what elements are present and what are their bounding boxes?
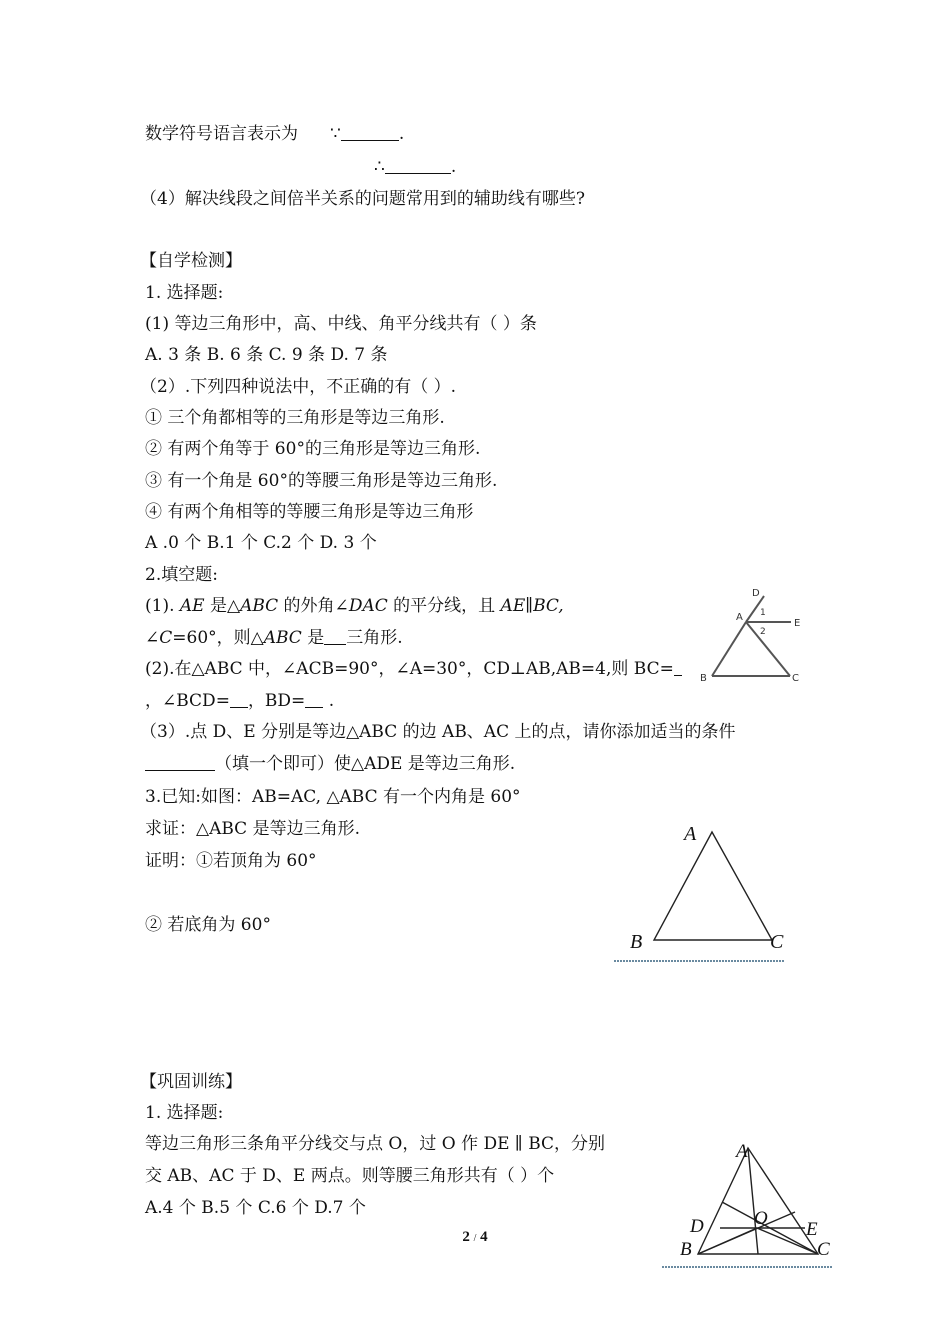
label-1: 1 xyxy=(760,608,766,618)
q2-head: 2.填空题: xyxy=(145,565,218,585)
q2-3-line2: （填一个即可）使△ADE 是等边三角形. xyxy=(145,753,515,775)
figure-exterior-angle xyxy=(696,584,808,688)
label-B: B xyxy=(630,931,643,953)
gonggu-line2: 交 AB、AC 于 D、E 两点。则等腰三角形共有（ ）个 xyxy=(145,1166,555,1186)
label-E: E xyxy=(794,618,801,629)
q2-2-line2: ，∠BCD= ，BD= . xyxy=(145,691,335,711)
label-C: C xyxy=(770,931,784,953)
label-A: A xyxy=(736,1141,748,1162)
gonggu-q1-head: 1. 选择题: xyxy=(145,1103,224,1123)
triangle-abc xyxy=(654,832,772,940)
line-therefore: ∴ . xyxy=(374,157,457,177)
label-A: A xyxy=(736,612,743,623)
q1-1: (1) 等边三角形中，高、中线、角平分线共有（ ）条 xyxy=(145,314,537,334)
statement-1: ① 三个角都相等的三角形是等边三角形. xyxy=(145,408,445,428)
q2-3-line1: （3）.点 D、E 分别是等边△ABC 的边 AB、AC 上的点，请你添加适当的条件 xyxy=(140,722,736,742)
q3-proof-1: 证明：①若顶角为 60° xyxy=(145,851,317,871)
label-2: 2 xyxy=(760,627,766,637)
gonggu-options: A.4 个 B.5 个 C.6 个 D.7 个 xyxy=(145,1198,366,1218)
page-number: 2 / 4 xyxy=(462,1229,488,1245)
label-C: C xyxy=(817,1239,830,1260)
q1-head: 1. 选择题: xyxy=(145,283,224,303)
q3-proof-2: ② 若底角为 60° xyxy=(145,915,271,935)
q2-1-line2: ∠C=60°，则△ABC 是 三角形. xyxy=(145,628,403,648)
statement-2: ② 有两个角等于 60°的三角形是等边三角形. xyxy=(145,439,481,459)
gonggu-line1: 等边三角形三条角平分线交与点 O，过 O 作 DE ∥ BC，分别 xyxy=(145,1134,606,1154)
q3-line2: 求证：△ABC 是等边三角形. xyxy=(145,819,360,839)
question-4: （4）解决线段之间倍半关系的问题常用到的辅助线有哪些? xyxy=(140,189,585,209)
label-B: B xyxy=(700,673,707,684)
statement-4: ④ 有两个角相等的等腰三角形是等边三角形 xyxy=(145,502,474,522)
label-C: C xyxy=(792,673,799,684)
q2-2-line1: (2).在△ABC 中，∠ACB=90°，∠A=30°，CD⊥AB,AB=4,则 BC= xyxy=(145,658,682,680)
side-AC xyxy=(746,622,790,676)
section-title-gonggu: 【巩固训练】 xyxy=(140,1072,242,1092)
q1-1-options: A. 3 条 B. 6 条 C. 9 条 D. 7 条 xyxy=(145,345,388,365)
label-A: A xyxy=(684,823,697,845)
label-D: D xyxy=(690,1216,704,1237)
figure-triangle-abc xyxy=(612,818,792,964)
section-title-zixue: 【自学检测】 xyxy=(140,251,242,271)
figure-equilateral-bisectors xyxy=(660,1140,836,1270)
q3-line1: 3.已知:如图：AB=AC, △ABC 有一个内角是 60° xyxy=(145,787,521,807)
side-AB xyxy=(712,622,746,676)
label-B: B xyxy=(680,1239,692,1260)
label-O: O xyxy=(754,1208,768,1229)
q1-2-options: A .0 个 B.1 个 C.2 个 D. 3 个 xyxy=(145,533,377,553)
statement-3: ③ 有一个角是 60°的等腰三角形是等边三角形. xyxy=(145,471,498,491)
line-symbol-label: 数学符号语言表示为 ∵ . xyxy=(145,124,405,144)
q1-2: （2）.下列四种说法中，不正确的有（ ）. xyxy=(140,377,457,397)
label-D: D xyxy=(752,588,760,599)
label-E: E xyxy=(806,1219,818,1240)
q2-1-line1: (1). AE 是△ABC 的外角∠DAC 的平分线，且 AE∥BC, xyxy=(145,596,564,616)
